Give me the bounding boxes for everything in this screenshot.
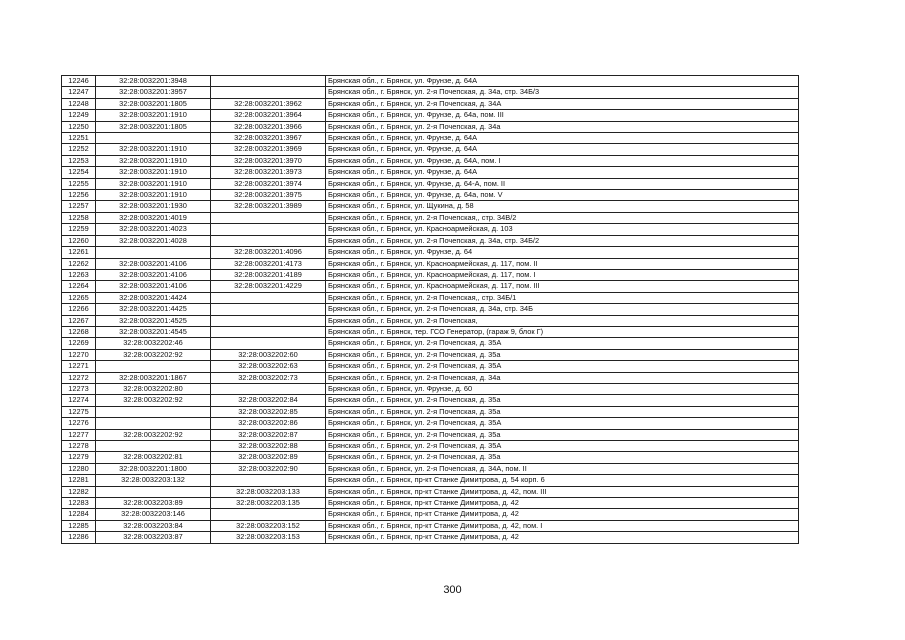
object-cadastral-number-cell: 32:28:0032202:85 — [211, 406, 326, 417]
row-number-cell: 12246 — [62, 76, 96, 87]
object-cadastral-number-cell: 32:28:0032201:3966 — [211, 121, 326, 132]
land-cadastral-number-cell: 32:28:0032201:4028 — [96, 235, 211, 246]
table-row — [62, 144, 799, 155]
object-cadastral-number-cell — [211, 235, 326, 246]
table-row — [62, 361, 799, 372]
land-cadastral-number-cell: 32:28:0032201:1910 — [96, 190, 211, 201]
object-cadastral-number-cell — [211, 87, 326, 98]
land-cadastral-number-cell: 32:28:0032203:84 — [96, 520, 211, 531]
row-number-cell: 12252 — [62, 144, 96, 155]
land-cadastral-number-cell: 32:28:0032201:1867 — [96, 372, 211, 383]
address-cell: Брянская обл., г. Брянск, ул. 2-я Почепская,, стр. 34В/2 — [326, 212, 799, 223]
land-cadastral-number-cell: 32:28:0032203:89 — [96, 498, 211, 509]
table-row — [62, 190, 799, 201]
row-number-cell: 12257 — [62, 201, 96, 212]
row-number-cell: 12279 — [62, 452, 96, 463]
row-number-cell: 12258 — [62, 212, 96, 223]
object-cadastral-number-cell: 32:28:0032201:4096 — [211, 247, 326, 258]
table-row — [62, 155, 799, 166]
land-cadastral-number-cell: 32:28:0032202:92 — [96, 349, 211, 360]
object-cadastral-number-cell — [211, 76, 326, 87]
address-cell: Брянская обл., г. Брянск, ул. 2-я Почепская, д. 35А — [326, 418, 799, 429]
address-cell: Брянская обл., г. Брянск, ул. Щукина, д. 58 — [326, 201, 799, 212]
address-cell: Брянская обл., г. Брянск, ул. 2-я Почепская, д. 34а, стр. 34Б/2 — [326, 235, 799, 246]
row-number-cell: 12268 — [62, 326, 96, 337]
address-cell: Брянская обл., г. Брянск, ул. Красноармейская, д. 117, пом. II — [326, 258, 799, 269]
table-row — [62, 235, 799, 246]
table-row — [62, 498, 799, 509]
object-cadastral-number-cell: 32:28:0032201:3964 — [211, 110, 326, 121]
land-cadastral-number-cell: 32:28:0032201:1910 — [96, 110, 211, 121]
object-cadastral-number-cell — [211, 509, 326, 520]
address-cell: Брянская обл., г. Брянск, ул. Фрунзе, д. 64 — [326, 247, 799, 258]
object-cadastral-number-cell — [211, 383, 326, 394]
object-cadastral-number-cell: 32:28:0032202:73 — [211, 372, 326, 383]
address-cell: Брянская обл., г. Брянск, ул. 2-я Почепская,, стр. 34Б/1 — [326, 292, 799, 303]
table-row — [62, 304, 799, 315]
object-cadastral-number-cell: 32:28:0032202:88 — [211, 441, 326, 452]
address-cell: Брянская обл., г. Брянск, ул. 2-я Почепская, д. 34А — [326, 98, 799, 109]
row-number-cell: 12270 — [62, 349, 96, 360]
address-cell: Брянская обл., г. Брянск, пр-кт Станке Димитрова, д. 42 — [326, 509, 799, 520]
table-row — [62, 247, 799, 258]
address-cell: Брянская обл., г. Брянск, пр-кт Станке Димитрова, д. 42, пом. I — [326, 520, 799, 531]
object-cadastral-number-cell: 32:28:0032201:3970 — [211, 155, 326, 166]
row-number-cell: 12283 — [62, 498, 96, 509]
object-cadastral-number-cell: 32:28:0032202:90 — [211, 463, 326, 474]
row-number-cell: 12248 — [62, 98, 96, 109]
address-cell: Брянская обл., г. Брянск, ул. 2-я Почепская, д. 34а — [326, 121, 799, 132]
object-cadastral-number-cell: 32:28:0032201:3962 — [211, 98, 326, 109]
object-cadastral-number-cell: 32:28:0032201:3974 — [211, 178, 326, 189]
land-cadastral-number-cell — [96, 418, 211, 429]
land-cadastral-number-cell: 32:28:0032203:87 — [96, 532, 211, 543]
address-cell: Брянская обл., г. Брянск, ул. 2-я Почепская, д. 34а — [326, 372, 799, 383]
table-row — [62, 110, 799, 121]
land-cadastral-number-cell: 32:28:0032201:4106 — [96, 269, 211, 280]
object-cadastral-number-cell: 32:28:0032201:3967 — [211, 133, 326, 144]
address-cell: Брянская обл., г. Брянск, ул. 2-я Почепская, д. 35а — [326, 349, 799, 360]
address-cell: Брянская обл., г. Брянск, тер. ГСО Генератор, (гараж 9, блок Г) — [326, 326, 799, 337]
row-number-cell: 12277 — [62, 429, 96, 440]
row-number-cell: 12254 — [62, 167, 96, 178]
land-cadastral-number-cell — [96, 441, 211, 452]
row-number-cell: 12284 — [62, 509, 96, 520]
address-cell: Брянская обл., г. Брянск, пр-кт Станке Димитрова, д. 42, пом. III — [326, 486, 799, 497]
table-row — [62, 87, 799, 98]
table-row — [62, 349, 799, 360]
table-row — [62, 178, 799, 189]
object-cadastral-number-cell — [211, 475, 326, 486]
address-cell: Брянская обл., г. Брянск, ул. 2-я Почепская, д. 35А — [326, 441, 799, 452]
land-cadastral-number-cell: 32:28:0032201:3948 — [96, 76, 211, 87]
table-row — [62, 372, 799, 383]
address-cell: Брянская обл., г. Брянск, ул. 2-я Почепская, д. 35а — [326, 406, 799, 417]
row-number-cell: 12259 — [62, 224, 96, 235]
row-number-cell: 12272 — [62, 372, 96, 383]
row-number-cell: 12278 — [62, 441, 96, 452]
address-cell: Брянская обл., г. Брянск, ул. Красноармейская, д. 117, пом. I — [326, 269, 799, 280]
address-cell: Брянская обл., г. Брянск, ул. 2-я Почепская, д. 35А — [326, 361, 799, 372]
row-number-cell: 12247 — [62, 87, 96, 98]
address-cell: Брянская обл., г. Брянск, ул. Красноармейская, д. 117, пом. III — [326, 281, 799, 292]
land-cadastral-number-cell: 32:28:0032201:3957 — [96, 87, 211, 98]
row-number-cell: 12273 — [62, 383, 96, 394]
row-number-cell: 12265 — [62, 292, 96, 303]
table-row — [62, 281, 799, 292]
object-cadastral-number-cell: 32:28:0032201:3975 — [211, 190, 326, 201]
land-cadastral-number-cell — [96, 486, 211, 497]
table-row — [62, 520, 799, 531]
address-cell: Брянская обл., г. Брянск, пр-кт Станке Димитрова, д. 42 — [326, 532, 799, 543]
row-number-cell: 12266 — [62, 304, 96, 315]
address-cell: Брянская обл., г. Брянск, ул. Фрунзе, д. 64А — [326, 133, 799, 144]
row-number-cell: 12264 — [62, 281, 96, 292]
row-number-cell: 12280 — [62, 463, 96, 474]
table-row — [62, 201, 799, 212]
land-cadastral-number-cell: 32:28:0032201:1910 — [96, 144, 211, 155]
row-number-cell: 12281 — [62, 475, 96, 486]
address-cell: Брянская обл., г. Брянск, пр-кт Станке Димитрова, д. 42 — [326, 498, 799, 509]
object-cadastral-number-cell: 32:28:0032201:3973 — [211, 167, 326, 178]
table-row — [62, 509, 799, 520]
row-number-cell: 12285 — [62, 520, 96, 531]
table-row — [62, 133, 799, 144]
table-row — [62, 475, 799, 486]
table-row — [62, 224, 799, 235]
object-cadastral-number-cell: 32:28:0032202:89 — [211, 452, 326, 463]
row-number-cell: 12282 — [62, 486, 96, 497]
land-cadastral-number-cell: 32:28:0032201:4106 — [96, 281, 211, 292]
table-row — [62, 258, 799, 269]
object-cadastral-number-cell: 32:28:0032201:4173 — [211, 258, 326, 269]
object-cadastral-number-cell: 32:28:0032202:86 — [211, 418, 326, 429]
land-cadastral-number-cell: 32:28:0032201:1910 — [96, 155, 211, 166]
land-cadastral-number-cell: 32:28:0032201:4023 — [96, 224, 211, 235]
object-cadastral-number-cell: 32:28:0032202:87 — [211, 429, 326, 440]
object-cadastral-number-cell — [211, 212, 326, 223]
address-cell: Брянская обл., г. Брянск, ул. Фрунзе, д. 64а, пом. III — [326, 110, 799, 121]
row-number-cell: 12261 — [62, 247, 96, 258]
land-cadastral-number-cell: 32:28:0032202:80 — [96, 383, 211, 394]
table-row — [62, 98, 799, 109]
row-number-cell: 12253 — [62, 155, 96, 166]
object-cadastral-number-cell: 32:28:0032202:84 — [211, 395, 326, 406]
object-cadastral-number-cell: 32:28:0032203:135 — [211, 498, 326, 509]
table-row — [62, 383, 799, 394]
object-cadastral-number-cell: 32:28:0032201:4189 — [211, 269, 326, 280]
table-row — [62, 121, 799, 132]
address-cell: Брянская обл., г. Брянск, ул. 2-я Почепская, д. 35А — [326, 338, 799, 349]
table-row — [62, 452, 799, 463]
address-cell: Брянская обл., г. Брянск, ул. Фрунзе, д. 64А — [326, 167, 799, 178]
land-cadastral-number-cell: 32:28:0032202:92 — [96, 395, 211, 406]
table-row — [62, 486, 799, 497]
address-cell: Брянская обл., г. Брянск, ул. 2-я Почепская, — [326, 315, 799, 326]
address-cell: Брянская обл., г. Брянск, ул. Фрунзе, д. 64А — [326, 144, 799, 155]
land-cadastral-number-cell: 32:28:0032202:92 — [96, 429, 211, 440]
land-cadastral-number-cell — [96, 406, 211, 417]
table-row — [62, 395, 799, 406]
address-cell: Брянская обл., г. Брянск, ул. 2-я Почепская, д. 35а — [326, 452, 799, 463]
land-cadastral-number-cell: 32:28:0032201:4525 — [96, 315, 211, 326]
object-cadastral-number-cell: 32:28:0032203:133 — [211, 486, 326, 497]
land-cadastral-number-cell: 32:28:0032201:1800 — [96, 463, 211, 474]
object-cadastral-number-cell — [211, 224, 326, 235]
row-number-cell: 12251 — [62, 133, 96, 144]
table-row — [62, 418, 799, 429]
table-row — [62, 212, 799, 223]
land-cadastral-number-cell — [96, 247, 211, 258]
land-cadastral-number-cell: 32:28:0032201:4545 — [96, 326, 211, 337]
object-cadastral-number-cell: 32:28:0032203:153 — [211, 532, 326, 543]
row-number-cell: 12269 — [62, 338, 96, 349]
land-cadastral-number-cell: 32:28:0032201:1930 — [96, 201, 211, 212]
row-number-cell: 12256 — [62, 190, 96, 201]
table-row — [62, 532, 799, 543]
object-cadastral-number-cell: 32:28:0032201:3989 — [211, 201, 326, 212]
row-number-cell: 12286 — [62, 532, 96, 543]
row-number-cell: 12263 — [62, 269, 96, 280]
row-number-cell: 12249 — [62, 110, 96, 121]
address-cell: Брянская обл., г. Брянск, ул. Фрунзе, д. 64а, пом. V — [326, 190, 799, 201]
land-cadastral-number-cell: 32:28:0032202:81 — [96, 452, 211, 463]
address-cell: Брянская обл., г. Брянск, ул. Фрунзе, д. 60 — [326, 383, 799, 394]
address-cell: Брянская обл., г. Брянск, ул. Фрунзе, д. 64А — [326, 76, 799, 87]
object-cadastral-number-cell: 32:28:0032201:4229 — [211, 281, 326, 292]
land-cadastral-number-cell: 32:28:0032202:46 — [96, 338, 211, 349]
land-cadastral-number-cell: 32:28:0032201:4019 — [96, 212, 211, 223]
object-cadastral-number-cell — [211, 326, 326, 337]
row-number-cell: 12274 — [62, 395, 96, 406]
land-cadastral-number-cell: 32:28:0032201:1805 — [96, 98, 211, 109]
registry-table — [61, 75, 799, 544]
object-cadastral-number-cell: 32:28:0032203:152 — [211, 520, 326, 531]
table-row — [62, 441, 799, 452]
land-cadastral-number-cell: 32:28:0032201:4106 — [96, 258, 211, 269]
row-number-cell: 12276 — [62, 418, 96, 429]
object-cadastral-number-cell: 32:28:0032202:60 — [211, 349, 326, 360]
row-number-cell: 12260 — [62, 235, 96, 246]
object-cadastral-number-cell — [211, 315, 326, 326]
object-cadastral-number-cell — [211, 338, 326, 349]
table-row — [62, 429, 799, 440]
row-number-cell: 12250 — [62, 121, 96, 132]
object-cadastral-number-cell — [211, 304, 326, 315]
row-number-cell: 12262 — [62, 258, 96, 269]
land-cadastral-number-cell: 32:28:0032201:1910 — [96, 167, 211, 178]
address-cell: Брянская обл., г. Брянск, ул. 2-я Почепская, д. 35а — [326, 429, 799, 440]
land-cadastral-number-cell: 32:28:0032203:146 — [96, 509, 211, 520]
address-cell: Брянская обл., г. Брянск, ул. Фрунзе, д. 64А, пом. I — [326, 155, 799, 166]
object-cadastral-number-cell: 32:28:0032201:3969 — [211, 144, 326, 155]
table-row — [62, 315, 799, 326]
row-number-cell: 12255 — [62, 178, 96, 189]
address-cell: Брянская обл., г. Брянск, ул. Фрунзе, д. 64-А, пом. II — [326, 178, 799, 189]
table-row — [62, 167, 799, 178]
address-cell: Брянская обл., г. Брянск, ул. 2-я Почепская, д. 34а, стр. 34Б — [326, 304, 799, 315]
row-number-cell: 12271 — [62, 361, 96, 372]
land-cadastral-number-cell — [96, 361, 211, 372]
address-cell: Брянская обл., г. Брянск, ул. Красноармейская, д. 103 — [326, 224, 799, 235]
table-row — [62, 463, 799, 474]
address-cell: Брянская обл., г. Брянск, ул. 2-я Почепская, д. 34а, стр. 34Б/3 — [326, 87, 799, 98]
address-cell: Брянская обл., г. Брянск, ул. 2-я Почепская, д. 35а — [326, 395, 799, 406]
table-row — [62, 76, 799, 87]
page-number: 300 — [443, 584, 462, 596]
table-row — [62, 338, 799, 349]
object-cadastral-number-cell: 32:28:0032202:63 — [211, 361, 326, 372]
address-cell: Брянская обл., г. Брянск, ул. 2-я Почепская, д. 34А, пом. II — [326, 463, 799, 474]
row-number-cell: 12275 — [62, 406, 96, 417]
address-cell: Брянская обл., г. Брянск, пр-кт Станке Димитрова, д. 54 корп. 6 — [326, 475, 799, 486]
row-number-cell: 12267 — [62, 315, 96, 326]
object-cadastral-number-cell — [211, 292, 326, 303]
registry-table-body — [62, 76, 799, 544]
land-cadastral-number-cell: 32:28:0032203:132 — [96, 475, 211, 486]
land-cadastral-number-cell: 32:28:0032201:1910 — [96, 178, 211, 189]
table-row — [62, 326, 799, 337]
table-row — [62, 269, 799, 280]
land-cadastral-number-cell: 32:28:0032201:1805 — [96, 121, 211, 132]
table-row — [62, 406, 799, 417]
land-cadastral-number-cell: 32:28:0032201:4425 — [96, 304, 211, 315]
table-row — [62, 292, 799, 303]
land-cadastral-number-cell — [96, 133, 211, 144]
land-cadastral-number-cell: 32:28:0032201:4424 — [96, 292, 211, 303]
